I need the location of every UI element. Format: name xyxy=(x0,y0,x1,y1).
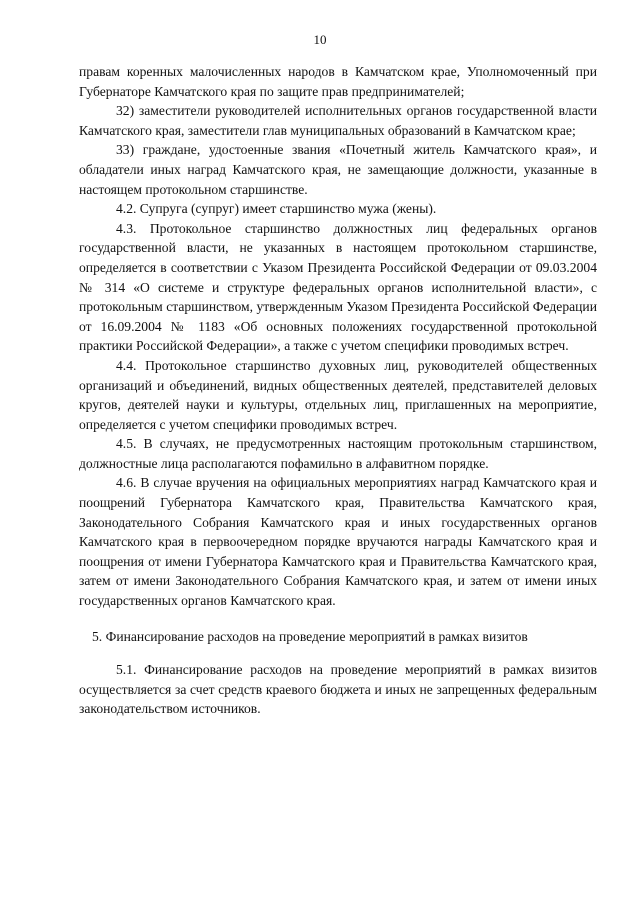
paragraph-5-1: 5.1. Финансирование расходов на проведение мероприятий в рамках визитов осуществляется за счет средств краевого бюджета и иных не запрещенных федеральным законодательством источников. xyxy=(79,662,597,717)
document-body xyxy=(79,62,597,719)
page-number: 10 xyxy=(313,32,327,47)
paragraph-4-3: 4.3. Протокольное старшинство должностных лиц федеральных органов государственной власти, не указанных в настоящем протокольном старшинстве, определяется в соответствии с Указом Президента Российской Федерации от 09.03.2004 № 314 «О системе и структуре федеральных органов исполнительной власти», с протокольным старшинством, утвержденным Указом Президента Российской Федерации от 16.09.2004 № 1183 «Об основных положениях государственной протокольной практики Российской Федерации», а также с учетом специфики проводимых встреч. xyxy=(79,220,597,354)
paragraph-4-2: 4.2. Супруга (супруг) имеет старшинство мужа (жены). xyxy=(116,201,437,217)
section-heading-5: 5. Финансирование расходов на проведение мероприятий в рамках визитов xyxy=(92,628,528,644)
paragraph-4-6: 4.6. В случае вручения на официальных мероприятиях наград Камчатского края и поощрений Губернатора Камчатского края, Правительства Камчатского края, Законодательного Собрания Камчатского края и иных государственных органов Камчатского края в первоочередном порядке вручаются награды Камчатского края и поощрения от имени Губернатора Камчатского края и Правительства Камчатского края, затем от имени Законодательного Собрания Камчатского края, и затем от имени иных государственных органов Камчатского края. xyxy=(79,475,597,609)
paragraph-4-5: 4.5. В случаях, не предусмотренных настоящим протокольным старшинством, должностные лица располагаются пофамильно в алфавитном порядке. xyxy=(79,436,597,471)
paragraph-continuation: правам коренных малочисленных народов в Камчатском крае, Уполномоченный при Губернаторе Камчатского края по защите прав предпринимателей; xyxy=(79,64,597,99)
paragraph-4-4: 4.4. Протокольное старшинство духовных лиц, руководителей общественных организаций и объединений, видных общественных деятелей, представителей деловых кругов, деятелей науки и культуры, отдельных лиц, приглашенных на мероприятие, определяется с учетом специфики проводимых встреч. xyxy=(79,357,597,432)
paragraph-item-33: 33) граждане, удостоенные звания «Почетный житель Камчатского края», и обладатели иных наград Камчатского края, не замещающие должности, указанные в настоящем протокольном старшинстве. xyxy=(79,142,597,197)
paragraph-item-32: 32) заместители руководителей исполнительных органов государственной власти Камчатского края, заместители глав муниципальных образований в Камчатском крае; xyxy=(79,103,597,138)
